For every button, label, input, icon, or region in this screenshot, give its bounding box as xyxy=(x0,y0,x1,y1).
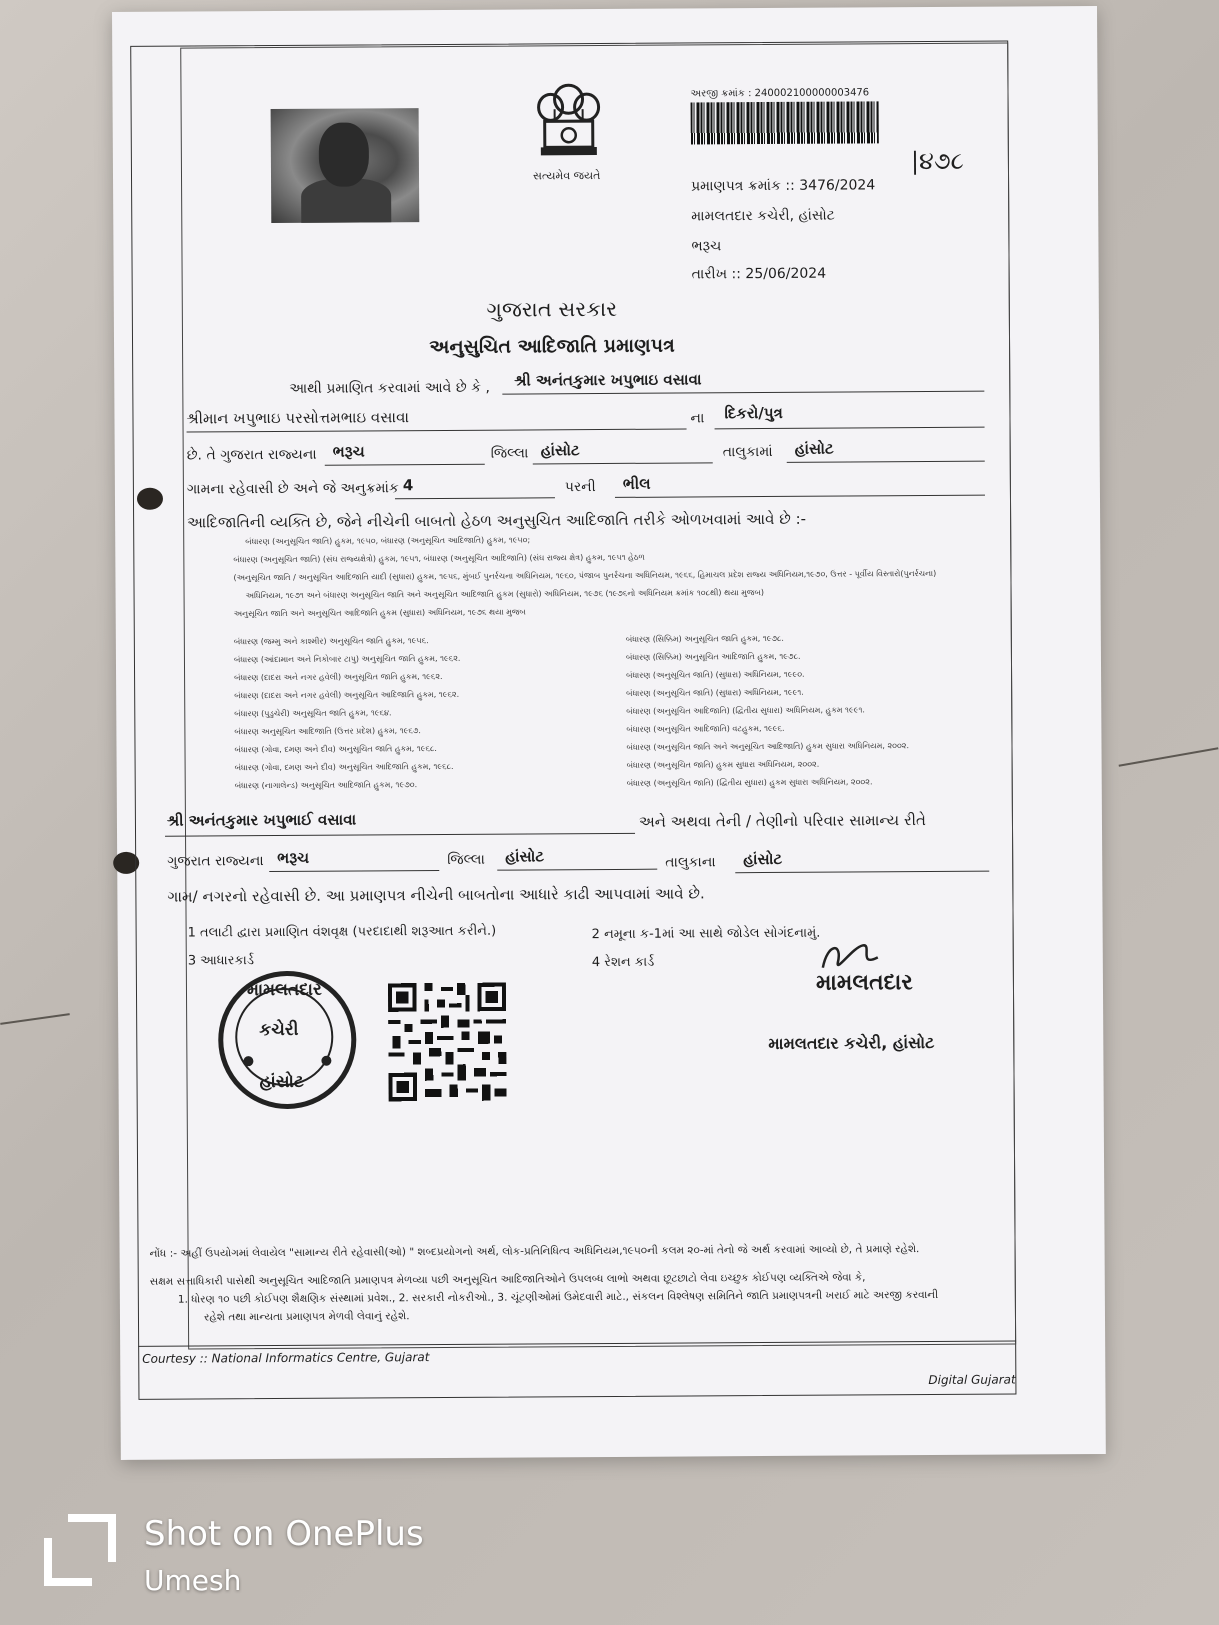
government-title: ગુજરાત સરકાર xyxy=(486,296,618,322)
fine-right-item: બંધારણ (અનુસૂચિત આદિજાતિ) (દ્વિતીય સુધારા) અધિનિયમ, હુકમ ૧૯૯૧. xyxy=(626,705,865,716)
certificate-number: પ્રમાણપત્ર ક્રમાંક :: 3476/2024 xyxy=(691,177,876,195)
fine-left-item: બંધારણ (પુડુચેરી) અનુસૂચિત જાતિ હુકમ, ૧૯૬૪. xyxy=(234,708,392,719)
district-label: જિલ્લા xyxy=(490,445,529,462)
issuing-district: ભરૂચ xyxy=(691,238,722,255)
watermark-user: Umesh xyxy=(144,1564,242,1597)
fine-left-item: બંધારણ (જમ્મુ અને કાશ્મીર) અનુસૂચિત જાતિ હુકમ, ૧૯૫૬. xyxy=(233,636,429,647)
note-text: નોંધ :- અહીં ઉપયોગમાં લેવાયેલ "સામાન્ય રીતે રહેવાસી(ઓ) " શબ્દપ્રયોગનો અર્થ, લોક-પ્રતિનિધિત્વ અધિનિયમ,૧૯૫૦ની કલમ ૨૦-માં તેનો જે અર્થ કરવામાં આવ્યો છે, તે પ્રમાણે રહેશે. xyxy=(149,1243,920,1260)
family-district-label: જિલ્લા xyxy=(447,851,485,868)
tribe-name: ભીલ xyxy=(622,474,651,493)
family-taluka-value: હાંસોટ xyxy=(505,847,545,866)
fine-right-item: બંધારણ (અનુસૂચિત આદિજાતિ) વટહુકમ, ૧૯૯૬. xyxy=(626,723,785,734)
national-emblem-icon xyxy=(530,79,607,169)
fine-left-item: બંધારણ (નાગાલેન્ડ) અનુસૂચિત આદિજાતિ હુકમ, ૧૯૭૦. xyxy=(234,780,418,791)
digital-gujarat-text: Digital Gujarat xyxy=(928,1372,1016,1388)
resident-label: ગામના રહેવાસી છે અને જે અનુક્રમાંક xyxy=(186,480,399,498)
fine-left-item: બંધારણ (દાદરા અને નગર હવેલી) અનુસૂચિત જાતિ હુકમ, ૧૯૬૨. xyxy=(234,671,443,683)
certificate-paper xyxy=(112,6,1106,1460)
application-number: અરજી ક્રમાંક : 240002100000003476 xyxy=(690,87,870,100)
watermark-title: Shot on OnePlus xyxy=(144,1514,424,1554)
issuing-office: મામલતદાર કચેરી, હાંસોટ xyxy=(691,207,835,225)
fine-line: બંધારણ (અનુસૂચિત જાતિ) હુકમ, ૧૯૫૦, બંધારણ (અનુસૂચિત આદિજાતિ) હુકમ, ૧૯૫૦; xyxy=(245,535,531,547)
basis-item-2: 2 નમૂના ક-1માં આ સાથે જોડેલ સોગંદનામું. xyxy=(591,925,821,943)
taluka-label: તાલુકામાં xyxy=(722,443,773,461)
family-taluka-value-2: હાંસોટ xyxy=(743,849,783,869)
basis-item-4: 4 રેશન કાર્ડ xyxy=(591,954,655,971)
fine-line: અનુસૂચિત જાતિ અને અનુસૂચિત આદિજાતિ હુકમ (સુધારા) અધિનિયમ, ૧૯૭૬ થયા મુજબ xyxy=(233,607,526,619)
family-person-name: શ્રી અનંતકુમાર ખપુભાઈ વસાવા xyxy=(166,810,357,830)
basis-item-1: 1 તલાટી દ્વારા પ્રમાણિત વંશવૃક્ષ (પરદાદાથી શરૂઆત કરીને.) xyxy=(187,923,497,941)
note-para-3: રહેશે તથા માન્યતા પ્રમાણપત્ર મેળવી લેવાનું રહેશે. xyxy=(203,1310,410,1324)
barcode xyxy=(691,101,879,144)
father-name: શ્રીમાન ખપુભાઇ પરસોત્તમભાઇ વસાવા xyxy=(186,408,410,428)
note-para-2: 1. ધોરણ ૧૦ પછી કોઈપણ શૈક્ષણિક સંસ્થામાં પ્રવેશ., 2. સરકારી નોકરીઓ., 3. ચૂંટણીઓમાં ઉમેદવારી માટે., સંકલન વિશ્લેષણ સમિતિને જાતિ પ્રમાણપત્રની ખરાઈ માટે અરજી કરવાની xyxy=(177,1288,939,1306)
fine-left-item: બંધારણ (દાદરા અને નગર હવેલી) અનુસૂચિત આદિજાતિ હુકમ, ૧૯૬૨. xyxy=(234,689,460,701)
certificate-title: અનુસુચિત આદિજાતિ પ્રમાણપત્ર xyxy=(429,334,675,359)
taluka-value-2: હાંસોટ xyxy=(794,439,834,458)
issue-date: તારીખ :: 25/06/2024 xyxy=(691,265,827,283)
certify-label: આથી પ્રમાણિત કરવામાં આવે છે કે , xyxy=(289,379,490,397)
na-label: ના xyxy=(690,410,705,427)
person-name: શ્રી અનંતકુમાર ખપુભાઇ વસાવા xyxy=(514,370,702,390)
fine-right-item: બંધારણ (સિક્કિમ) અનુસૂચિત જાતિ હુકમ, ૧૯૭૮. xyxy=(625,633,784,644)
fine-left-item: બંધારણ (આંદામાન અને નિકોબાર ટાપુ) અનુસૂચિત જાતિ હુકમ, ૧૯૬૨. xyxy=(233,653,461,665)
fine-right-item: બંધારણ (સિક્કિમ) અનુસૂચિત આદિજાતિ હુકમ, ૧૯૭૮. xyxy=(625,651,801,662)
par-label: પરની xyxy=(564,479,596,496)
applicant-photo xyxy=(271,108,420,223)
fine-right-item: બંધારણ (અનુસૂચિત જાતિ) (સુધારા) અધિનિયમ, ૧૯૯૦. xyxy=(626,669,805,680)
fine-left-item: બંધારણ અનુસૂચિત આદિજાતિ (ઉત્તર પ્રદેશ) હુકમ, ૧૯૬૭. xyxy=(234,726,421,737)
qr-code xyxy=(388,978,507,1107)
fine-line: (અનુસૂચિત જાતિ / અનુસૂચિત આદિજાતિ યાદી (સુધારા) હુકમ, ૧૯૫૬, મુંબઈ પુનર્રચના અધિનિયમ, ૧૯૬૦, પંજાબ પુનર્રચના અધિનિયમ, ૧૯૬૬, હિમાચલ પ્રદેશ રાજ્ય અધિનિયમ,૧૯૭૦, ઉત્તર - પૂર્વીય વિસ્તારો(પુનર્રચના) xyxy=(233,568,937,583)
courtesy-text: Courtesy :: National Informatics Centre, Gujarat xyxy=(142,1350,430,1366)
fine-right-item: બંધારણ (અનુસૂચિત જાતિ અને અનુસૂચિત આદિજાતિ) હુકમ સુધારા અધિનિયમ, ૨૦૦૨. xyxy=(626,741,910,752)
state-label: છે. તે ગુજરાત રાજ્યના xyxy=(186,446,317,464)
fine-line: બંધારણ (અનુસૂચિત જાતિ) (સંઘ રાજ્યક્ષેત્રો) હુકમ, ૧૯૫૧, બંધારણ (અનુસૂચિત આદિજાતિ) (સંઘ રાજ્ય ક્ષેત્ર) હુકમ, ૧૯૫૧ હેઠળ xyxy=(233,552,645,565)
signatory-office: મામલતદાર કચેરી, હાંસોટ xyxy=(768,1032,935,1054)
fine-right-item: બંધારણ (અનુસૂચિત જાતિ) હુકમ સુધારા અધિનિયમ, ૨૦૦૨. xyxy=(626,759,820,770)
village-text: ગામ/ નગરનો રહેવાસી છે. આ પ્રમાણપત્ર નીચેની બાબતોના આધારે કાઢી આપવામાં આવે છે. xyxy=(167,884,705,906)
family-text: અને અથવા તેની / તેણીનો પરિવાર સામાન્ય રીતે xyxy=(638,811,926,831)
fine-right-item: બંધારણ (અનુસૂચિત જાતિ) (દ્વિતીય સુધારા) હુકમ સુધારા અધિનિયમ, ૨૦૦૨. xyxy=(626,777,873,788)
handwritten-number: |૪૭૮ xyxy=(910,146,964,176)
taluka-value: હાંસોટ xyxy=(540,441,580,460)
basis-item-3: 3 આધારકાર્ડ xyxy=(187,953,254,969)
signatory-designation: મામલતદાર xyxy=(815,969,913,996)
district-value: ભરૂચ xyxy=(332,442,365,461)
fine-line: અધિનિયમ, ૧૯૭૧ અને બંધારણ અનુસૂચિત જાતિ અને અનુસૂચિત આદિજાતિ હુકમ (સુધારો) અધિનિયમ, ૧૯૭૬ (૧૯૭૬નો અધિનિયમ ક્રમાંક ૧૦૮થી) થયા મુજબ) xyxy=(245,588,765,601)
serial-number: 4 xyxy=(402,476,414,495)
family-taluka-label: તાલુકાના xyxy=(665,854,716,871)
note-para-1: સક્ષમ સત્તાધિકારી પાસેથી અનુસૂચિત આદિજાતિ પ્રમાણપત્ર મેળવ્યા પછી અનુસૂચિત આદિજાતિઓને ઉપલબ્ધ લાભો અથવા છૂટછાટો લેવા ઇચ્છુક કોઈપણ વ્યક્તિએ જેવા કે, xyxy=(149,1271,866,1288)
family-district-value: ભરૂચ xyxy=(277,848,310,868)
family-state-label: ગુજરાત રાજ્યના xyxy=(167,853,264,870)
official-seal: મામલતદાર કચેરી હાંસોટ xyxy=(218,971,357,1110)
fine-left-item: બંધારણ (ગોવા, દમણ અને દીવ) અનુસૂચિત જાતિ હુકમ, ૧૯૬૮. xyxy=(234,744,437,755)
fine-left-item: બંધારણ (ગોવા, દમણ અને દીવ) અનુસૂચિત આદિજાતિ હુકમ, ૧૯૬૮. xyxy=(234,761,454,773)
recognition-text: આદિજાતિની વ્યક્તિ છે, જેને નીચેની બાબતો હેઠળ અનુસુચિત આદિજાતિ તરીકે ઓળખવામાં આવે છે :- xyxy=(187,509,807,532)
motto: સત્યમેવ જયતે xyxy=(532,169,601,183)
fine-right-item: બંધારણ (અનુસૂચિત જાતિ) (સુધારા) અધિનિયમ, ૧૯૯૧. xyxy=(626,687,804,698)
oneplus-logo-icon xyxy=(44,1514,116,1586)
relation: દિકરો/પુત્ર xyxy=(724,403,783,423)
